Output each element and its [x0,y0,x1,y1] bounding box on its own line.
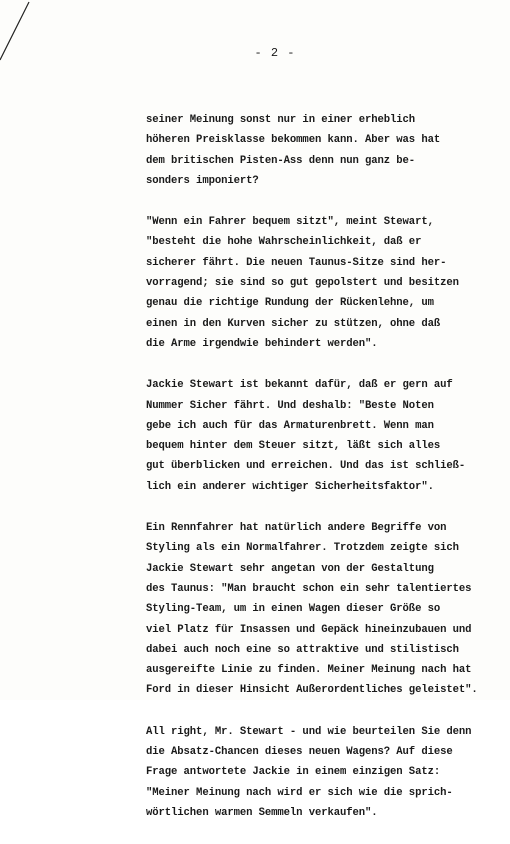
text-line: Jackie Stewart ist bekannt dafür, daß er gern auf [146,379,453,392]
text-line: sicherer fährt. Die neuen Taunus-Sitze sind her- [146,256,447,269]
text-line: höheren Preisklasse bekommen kann. Aber was hat [146,134,441,147]
text-line: gebe ich auch für das Armaturenbrett. Wenn man [146,419,434,432]
text-line: dabei auch noch eine so attraktive und stilistisch [146,643,459,656]
text-line: seiner Meinung sonst nur in einer erheblich [146,114,416,126]
text-line: "besteht die hohe Wahrscheinlichkeit, daß er [146,236,422,249]
text-line: lich ein anderer wichtiger Sicherheitsfaktor". [146,480,434,493]
paragraph [146,110,508,191]
text-line: genau die richtige Rundung der Rückenlehne, um [146,297,434,310]
text-line: die Arme irgendwie behindert werden". [146,337,378,350]
text-line: die Absatz-Chancen dieses neuen Wagens? Auf diese [146,746,453,759]
text-line: wörtlichen warmen Semmeln verkaufen". [146,806,378,819]
text-line: des Taunus: "Man braucht schon ein sehr talentiertes [146,582,472,595]
paragraph [146,212,508,354]
text-line: Ford in dieser Hinsicht Außerordentliches geleistet". [146,684,478,697]
text-line: Styling-Team, um in einen Wagen dieser Größe so [146,603,441,616]
text-line: ausgereifte Linie zu finden. Meiner Meinung nach hat [146,664,472,677]
text-line: einen in den Kurven sicher zu stützen, ohne daß [146,317,441,330]
page-number: - 2 - [254,46,296,60]
text-line: Ein Rennfahrer hat natürlich andere Begriffe von [146,522,447,535]
text-line: "Wenn ein Fahrer bequem sitzt", meint Stewart, [146,216,434,229]
text-line: viel Platz für Insassen und Gepäck hineinzubauen und [146,623,472,636]
text-line: Jackie Stewart sehr angetan von der Gestaltung [146,562,434,575]
paragraph [146,375,508,497]
text-line: sonders imponiert? [146,174,259,187]
body-text [146,110,508,844]
paragraph [146,518,508,701]
paragraph [146,722,508,823]
text-line: Styling als ein Normalfahrer. Trotzdem zeigte sich [146,542,459,555]
text-line: Nummer Sicher fährt. Und deshalb: "Beste Noten [146,399,434,412]
text-line: dem britischen Pisten-Ass denn nun ganz be- [146,154,416,167]
text-line: Frage antwortete Jackie in einem einzigen Satz: [146,766,441,779]
text-line: gut überblicken und erreichen. Und das ist schließ- [146,460,466,473]
text-line: vorragend; sie sind so gut gepolstert und besitzen [146,277,459,290]
text-line: bequem hinter dem Steuer sitzt, läßt sich alles [146,440,441,453]
text-line: All right, Mr. Stewart - und wie beurteilen Sie denn [146,725,472,738]
text-line: "Meiner Meinung nach wird er sich wie die sprich- [146,786,453,799]
